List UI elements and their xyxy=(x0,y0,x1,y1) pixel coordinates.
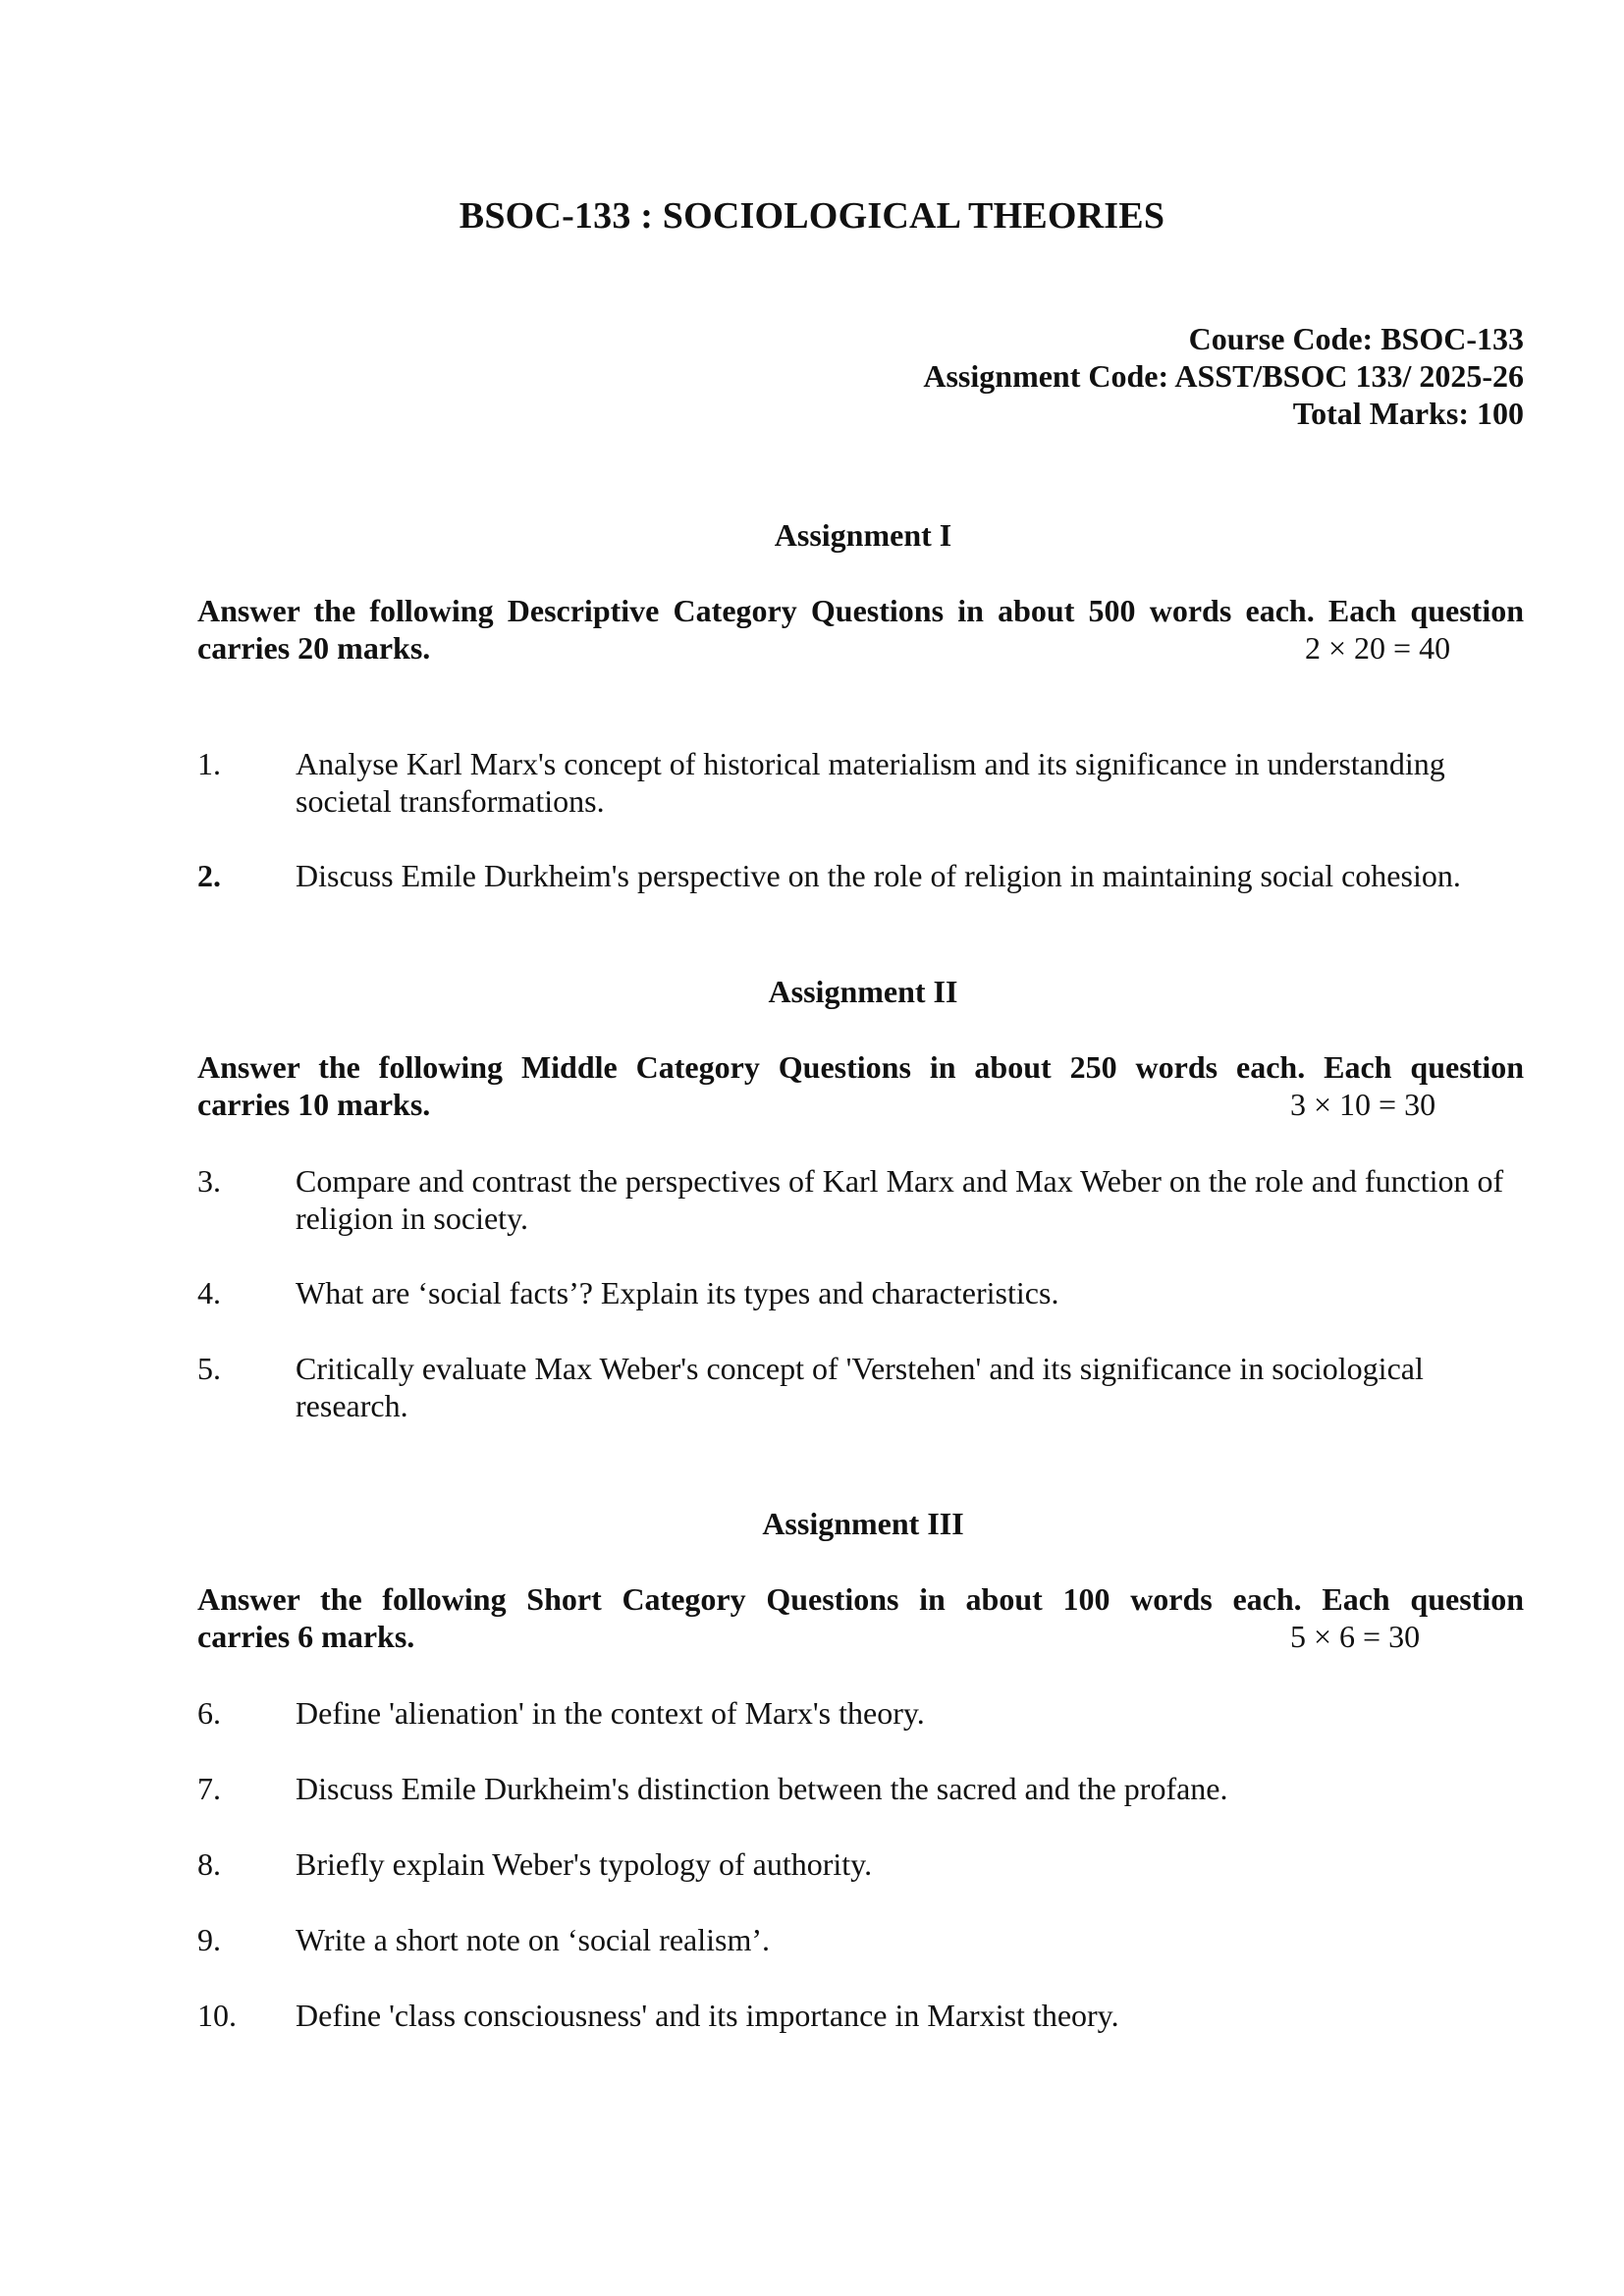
question-number: 3. xyxy=(197,1163,221,1199)
question-number: 2. xyxy=(197,858,221,893)
section-heading-assignment-1: Assignment I xyxy=(774,517,952,553)
question-item xyxy=(197,1921,1524,1958)
instruction-line-continued: carries 20 marks. xyxy=(197,630,431,666)
question-text: Compare and contrast the perspectives of Karl Marx and Max Weber on the role and function of religion in society. xyxy=(296,1163,1504,1236)
question-item xyxy=(197,745,1524,820)
question-number: 10. xyxy=(197,1998,237,2033)
question-text: Define 'class consciousness' and its importance in Marxist theory. xyxy=(296,1998,1119,2033)
question-text: Discuss Emile Durkheim's distinction between the sacred and the profane. xyxy=(296,1771,1228,1806)
total-marks: Total Marks: 100 xyxy=(1292,396,1524,431)
course-meta xyxy=(923,320,1524,432)
question-item xyxy=(197,1162,1524,1237)
question-text: Define 'alienation' in the context of Marx's theory. xyxy=(296,1695,925,1731)
question-text: Discuss Emile Durkheim's perspective on the role of religion in maintaining social cohesion. xyxy=(296,858,1461,893)
instruction-line: Answer the following Descriptive Category Questions in about 500 words each. Each question xyxy=(197,593,1524,628)
instruction-line-continued: carries 10 marks. xyxy=(197,1087,431,1122)
section-instruction-assignment-2 xyxy=(197,1048,1524,1123)
question-number: 9. xyxy=(197,1922,221,1957)
question-item xyxy=(197,1770,1524,1807)
question-item xyxy=(197,1997,1524,2034)
section-instruction-assignment-3 xyxy=(197,1580,1524,1655)
marks-formula: 3 × 10 = 30 xyxy=(1290,1087,1436,1122)
question-text: Write a short note on ‘social realism’. xyxy=(296,1922,770,1957)
question-number: 6. xyxy=(197,1695,221,1731)
instruction-line: Answer the following Middle Category Questions in about 250 words each. Each question xyxy=(197,1049,1524,1085)
question-item xyxy=(197,1694,1524,1732)
marks-formula: 5 × 6 = 30 xyxy=(1290,1619,1421,1654)
question-item xyxy=(197,857,1524,894)
question-text: Briefly explain Weber's typology of authority. xyxy=(296,1846,873,1882)
question-number: 8. xyxy=(197,1846,221,1882)
question-text: Critically evaluate Max Weber's concept of 'Verstehen' and its significance in sociological research. xyxy=(296,1351,1424,1423)
question-item xyxy=(197,1350,1524,1424)
instruction-line: Answer the following Short Category Questions in about 100 words each. Each question xyxy=(197,1581,1524,1617)
question-number: 1. xyxy=(197,746,221,781)
question-number: 4. xyxy=(197,1275,221,1310)
question-number: 7. xyxy=(197,1771,221,1806)
course-code: Course Code: BSOC-133 xyxy=(1188,321,1524,356)
assignment-code: Assignment Code: ASST/BSOC 133/ 2025-26 xyxy=(923,358,1524,394)
question-item xyxy=(197,1845,1524,1883)
section-instruction-assignment-1 xyxy=(197,592,1524,667)
document-title: BSOC-133 : SOCIOLOGICAL THEORIES xyxy=(459,195,1165,237)
question-number: 5. xyxy=(197,1351,221,1386)
question-text: Analyse Karl Marx's concept of historical materialism and its significance in understanding societal transformations. xyxy=(296,746,1445,819)
section-heading-assignment-2: Assignment II xyxy=(768,974,958,1009)
marks-formula: 2 × 20 = 40 xyxy=(1305,630,1451,666)
instruction-line-continued: carries 6 marks. xyxy=(197,1619,415,1654)
question-text: What are ‘social facts’? Explain its types and characteristics. xyxy=(296,1275,1059,1310)
section-heading-assignment-3: Assignment III xyxy=(762,1506,964,1541)
question-item xyxy=(197,1274,1524,1311)
